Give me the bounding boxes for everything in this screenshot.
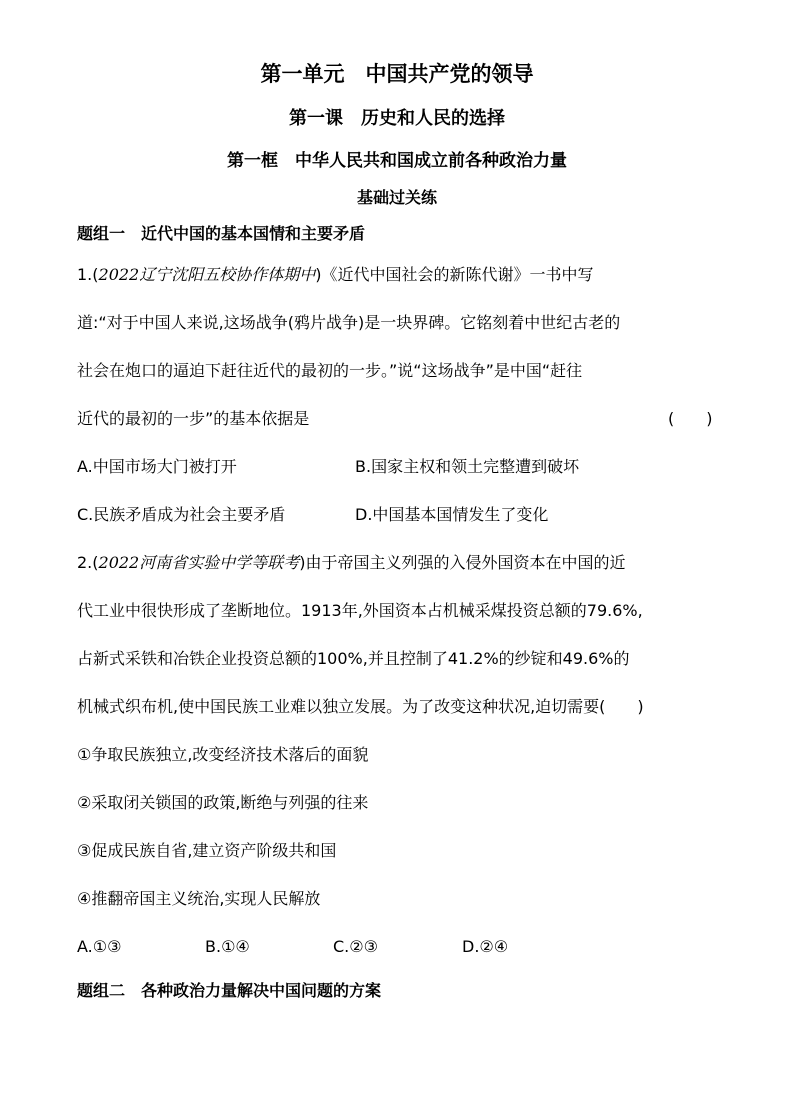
practice-title: 基础过关练 — [356, 188, 437, 207]
q2-item-4: ④推翻帝国主义统治,实现人民解放 — [77, 889, 321, 908]
q1-option-b[interactable]: B.国家主权和领土完整遭到破坏 — [355, 457, 580, 476]
q1-line1-text: )《近代中国社会的新陈代谢》一书中写 — [315, 265, 594, 284]
q2-option-d[interactable]: D.②④ — [462, 937, 509, 956]
q2-number: 2.( — [77, 553, 99, 572]
group1-title: 题组一 近代中国的基本国情和主要矛盾 — [77, 224, 366, 243]
q2-line1-text: )由于帝国主义列强的入侵外国资本在中国的近 — [299, 553, 626, 572]
q2-line1 — [77, 552, 626, 574]
q2-line2: 代工业中很快形成了垄断地位。1913年,外国资本占机械采煤投资总额的79.6%, — [77, 601, 643, 620]
q1-answer-paren: ( ) — [668, 409, 713, 428]
q2-line4: 机械式织布机,使中国民族工业难以独立发展。为了改变这种状况,迫切需要( ) — [77, 697, 644, 716]
lesson-title: 第一课 历史和人民的选择 — [289, 108, 505, 129]
q1-number: 1.( — [77, 265, 99, 284]
q1-line1 — [77, 264, 594, 286]
q2-option-b[interactable]: B.①④ — [205, 937, 250, 956]
q2-line3: 占新式采铁和冶铁企业投资总额的100%,并且控制了41.2%的纱锭和49.6%的 — [77, 649, 630, 668]
group2-title: 题组二 各种政治力量解决中国问题的方案 — [77, 981, 382, 1000]
unit-title: 第一单元 中国共产党的领导 — [260, 62, 534, 86]
q1-option-c[interactable]: C.民族矛盾成为社会主要矛盾 — [77, 505, 286, 524]
q2-item-1: ①争取民族独立,改变经济技术落后的面貌 — [77, 745, 369, 764]
q2-option-c[interactable]: C.②③ — [333, 937, 378, 956]
q2-item-3: ③促成民族自省,建立资产阶级共和国 — [77, 841, 337, 860]
q1-line3: 社会在炮口的逼迫下赶往近代的最初的一步。”说“这场战争”是中国“赶往 — [77, 361, 583, 380]
q1-option-a[interactable]: A.中国市场大门被打开 — [77, 457, 237, 476]
q1-line4: 近代的最初的一步”的基本依据是 — [77, 409, 310, 428]
section-title: 第一框 中华人民共和国成立前各种政治力量 — [227, 151, 567, 171]
q2-source: 2022河南省实验中学等联考 — [98, 553, 300, 572]
q1-source: 2022辽宁沈阳五校协作体期中 — [98, 265, 316, 284]
q1-option-d[interactable]: D.中国基本国情发生了变化 — [355, 505, 549, 524]
q2-item-2: ②采取闭关锁国的政策,断绝与列强的往来 — [77, 793, 369, 812]
q2-option-a[interactable]: A.①③ — [77, 937, 122, 956]
q1-line2: 道:“对于中国人来说,这场战争(鸦片战争)是一块界碑。它铭刻着中世纪古老的 — [77, 313, 621, 332]
